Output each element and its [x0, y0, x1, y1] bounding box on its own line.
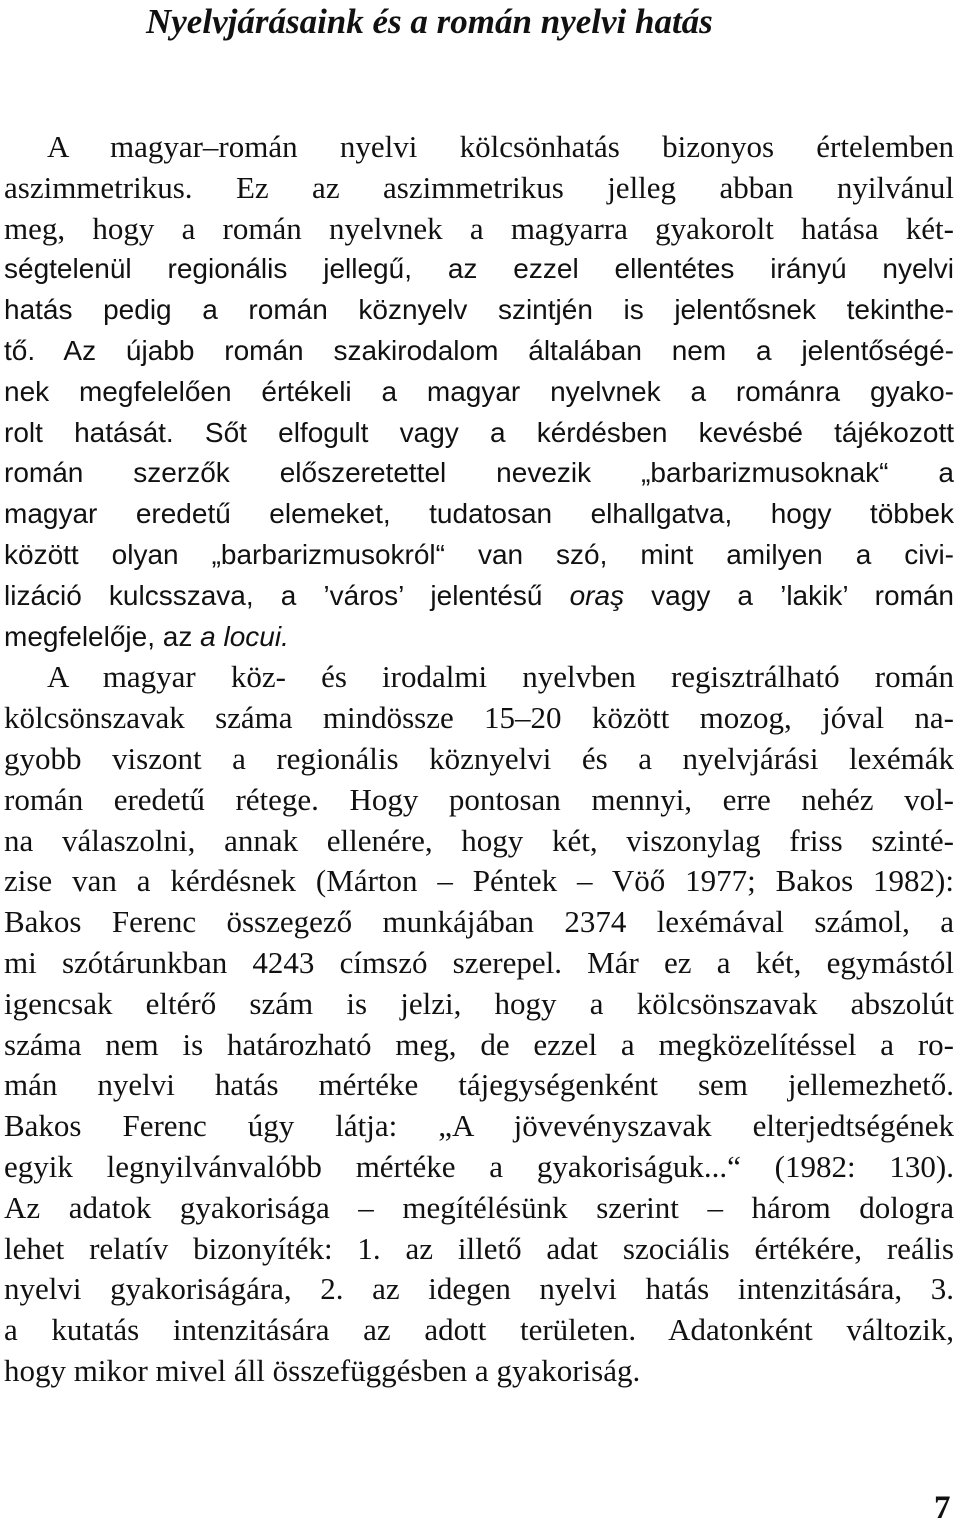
text-run: lehet relatív bizonyíték: 1. az illető adat szociális értékére, reális: [4, 1230, 954, 1266]
paragraph-2-line: [4, 1147, 954, 1188]
paragraph-1-line: [4, 372, 954, 413]
text-run: román szerzők előszeretettel nevezik „barbarizmusoknak“ a: [4, 457, 954, 489]
paragraph-1-line: [4, 168, 954, 209]
paragraph-1-line: [4, 494, 954, 535]
text-run: Bakos Ferenc összegező munkájában 2374 lexémával számol, a: [4, 904, 954, 940]
text-run: kölcsönszavak száma mindössze 15–20 között mozog, jóval na-: [4, 700, 954, 736]
paragraph-1-line: [4, 331, 954, 372]
text-run: Sőt elfogult vagy a kérdésben kevésbé tájékozott: [204, 416, 954, 448]
text-run: között olyan „barbarizmusokról“ van szó, mint amilyen a civi-: [4, 538, 954, 570]
text-run: mán nyelvi hatás mértéke tájegységenként sem jellemezhető.: [4, 1067, 954, 1103]
text-run: nyelvi gyakoriságára, 2. az idegen nyelvi hatás intenzitására, 3.: [4, 1271, 954, 1307]
paragraph-2-line: [4, 657, 954, 698]
text-run: egyik legnyilvánvalóbb mértéke a gyakoriságuk...“ (1982: 130).: [4, 1148, 954, 1184]
paragraph-2-line: [4, 902, 954, 943]
text-run: zise van a kérdésnek (Márton – Péntek – Vöő 1977; Bakos 1982):: [4, 863, 954, 899]
paragraph-2-line: [4, 1065, 954, 1106]
text-run: meg, hogy a román nyelvnek a magyarra gyakorolt hatása két-: [4, 210, 954, 246]
paragraph-2-line: [4, 780, 954, 821]
paragraph-1-line: [4, 249, 954, 290]
paragraph-2-line: [4, 984, 954, 1025]
paragraph-2-line: [4, 739, 954, 780]
text-run: vagy a ’lakik’ román: [651, 579, 954, 611]
text-run: Az adatok gyakorisága – megítélésünk szerint – három dologra: [4, 1189, 954, 1225]
text-run: román eredetű rétege.: [4, 781, 319, 817]
text-run: mi szótárunkban 4243 címszó szerepel.: [4, 944, 562, 980]
paragraph-2-line: [4, 1106, 954, 1147]
paragraph-1-line: [4, 413, 954, 454]
paragraph-1-line: [4, 290, 954, 331]
text-run: gyobb viszont a regionális köznyelvi és a nyelvjárási lexémák: [4, 740, 954, 776]
text-run: tő. Az újabb román szakirodalom általában nem a jelentőségé-: [4, 334, 954, 366]
text-run: Bakos Ferenc úgy látja: „A jövevényszavak elterjedtségének: [4, 1108, 954, 1144]
paragraph-2-line: [4, 1025, 954, 1066]
paragraph-1-line: [4, 127, 954, 168]
text-run: megfelelője, az: [4, 620, 193, 652]
text-run: nek megfelelően értékeli a magyar nyelvnek a románra gyako-: [4, 375, 954, 407]
italic-term: a locui.: [200, 620, 289, 652]
paragraph-1-line: [4, 453, 954, 494]
paragraph-2-line: [4, 821, 954, 862]
paragraph-2-line: [4, 1229, 954, 1270]
paragraph-1-line: [4, 617, 954, 658]
page-number: 7: [934, 1490, 951, 1526]
text-run: igencsak eltérő szám is jelzi, hogy a kölcsönszavak abszolút: [4, 985, 954, 1021]
text-run: hatás pedig a román köznyelv szintjén is jelentősnek tekinthe-: [4, 294, 954, 326]
italic-term: oraş: [569, 579, 625, 611]
text-run: ségtelenül regionális jellegű, az ezzel ellentétes irányú nyelvi: [4, 253, 954, 285]
paragraph-1-line: [4, 209, 954, 250]
paragraph-2-line: [4, 1310, 954, 1351]
text-run: Már ez a két, egymástól: [587, 944, 954, 980]
text-run: Hogy pontosan mennyi, erre nehéz vol-: [349, 781, 954, 817]
paragraph-2-line: [4, 1351, 954, 1392]
paragraph-2-line: [4, 943, 954, 984]
paragraph-1-line: [4, 535, 954, 576]
text-run: aszimmetrikus. Ez az aszimmetrikus jelleg abban nyilvánul: [4, 169, 954, 205]
paragraph-2-line: [4, 1269, 954, 1310]
text-run: na válaszolni, annak ellenére, hogy két, viszonylag friss szinté-: [4, 822, 954, 858]
text-run: rolt hatását.: [4, 416, 174, 448]
text-run: hogy mikor mivel áll összefüggésben a gyakoriság.: [4, 1352, 641, 1388]
text-run: lizáció kulcsszava, a ’város’ jelentésű: [4, 579, 543, 611]
text-run: A magyar–román nyelvi kölcsönhatás bizonyos értelemben: [47, 129, 954, 164]
paragraph-2-line: [4, 1188, 954, 1229]
text-run: a kutatás intenzitására az adott területen. Adatonként változik,: [4, 1312, 954, 1348]
paragraph-1-line: [4, 576, 954, 617]
body-text: [4, 127, 954, 1392]
text-run: A magyar köz- és irodalmi nyelvben regisztrálható román: [47, 659, 954, 695]
page-title: Nyelvjárásaink és a román nyelvi hatás: [146, 2, 713, 41]
paragraph-2-line: [4, 698, 954, 739]
text-run: magyar eredetű elemeket, tudatosan elhallgatva, hogy többek: [4, 498, 954, 530]
text-run: száma nem is határozható meg, de ezzel a megközelítéssel a ro-: [4, 1026, 954, 1062]
paragraph-2-line: [4, 861, 954, 902]
